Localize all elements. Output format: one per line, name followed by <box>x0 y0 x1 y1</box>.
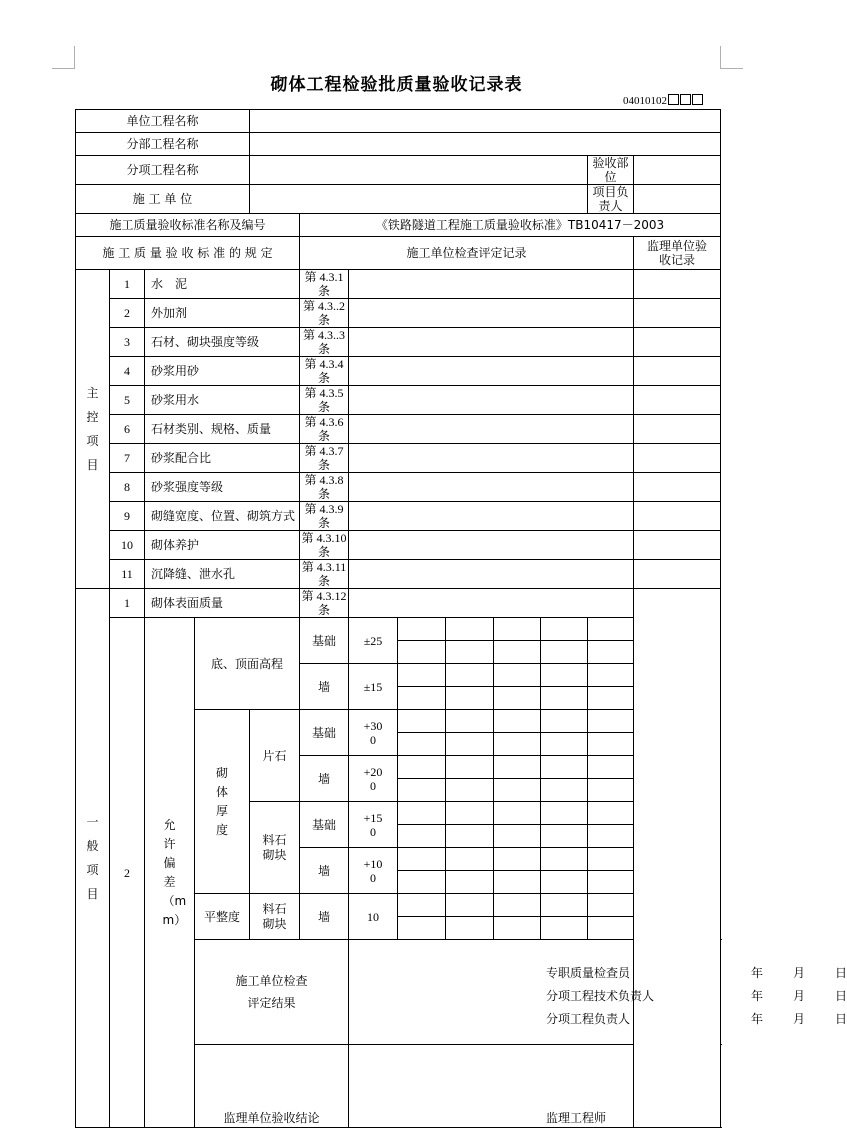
main-item-no: 2 <box>110 299 145 328</box>
year-label: 年 <box>751 966 764 980</box>
main-item-supervision[interactable] <box>634 299 721 328</box>
supervision-signoff-label: 监理单位验收结论 <box>195 1045 349 1128</box>
cell[interactable] <box>588 664 634 687</box>
main-item-no: 3 <box>110 328 145 357</box>
cell[interactable] <box>588 871 634 894</box>
cell[interactable] <box>541 687 588 710</box>
cell[interactable] <box>446 664 494 687</box>
main-item-name: 砌体养护 <box>145 531 300 560</box>
label-standard: 施工质量验收标准名称及编号 <box>76 214 300 237</box>
main-item-record[interactable] <box>349 270 634 299</box>
construction-signoff-label-2: 评定结果 <box>247 996 296 1010</box>
main-item-clause: 第 4.3.5 条 <box>300 386 349 415</box>
field-project-leader[interactable] <box>634 185 721 214</box>
cell[interactable] <box>398 687 446 710</box>
main-item-record[interactable] <box>349 415 634 444</box>
cell[interactable] <box>398 825 446 848</box>
main-item-clause: 第 4.3.11 条 <box>300 560 349 589</box>
main-item-clause: 第 4.3.6 条 <box>300 415 349 444</box>
main-item-supervision[interactable] <box>634 357 721 386</box>
main-row-5 <box>76 386 721 415</box>
block-wall-tol: +10 0 <box>349 848 398 894</box>
main-item-record[interactable] <box>349 328 634 357</box>
main-row-1 <box>76 270 721 299</box>
row-column-headers <box>76 237 721 270</box>
elev-foundation-label: 基础 <box>300 618 349 664</box>
cell[interactable] <box>494 848 541 871</box>
cell[interactable] <box>588 802 634 825</box>
cell[interactable] <box>446 756 494 779</box>
main-item-name: 砂浆用砂 <box>145 357 300 386</box>
cell[interactable] <box>446 871 494 894</box>
cell[interactable] <box>446 733 494 756</box>
main-item-name: 砌缝宽度、位置、砌筑方式 <box>145 502 300 531</box>
row-standard <box>76 214 721 237</box>
main-item-clause: 第 4.3.4 条 <box>300 357 349 386</box>
day-label: 日 <box>835 966 847 980</box>
main-item-clause: 第 4.3..3 条 <box>300 328 349 357</box>
cell[interactable] <box>398 779 446 802</box>
main-row-11 <box>76 560 721 589</box>
cell[interactable] <box>446 917 494 940</box>
main-control-label: 主控项目 <box>76 270 110 589</box>
cell[interactable] <box>494 802 541 825</box>
main-row-7 <box>76 444 721 473</box>
year-label: 年 <box>751 989 764 1003</box>
rubble-label: 片石 <box>250 710 300 802</box>
elev-foundation-row-a <box>76 618 721 641</box>
general-item-name: 砌体表面质量 <box>145 589 300 618</box>
cell[interactable] <box>446 848 494 871</box>
cell[interactable] <box>541 871 588 894</box>
flatness-block-label: 料石砌块 <box>250 894 300 940</box>
cell[interactable] <box>588 733 634 756</box>
cell[interactable] <box>588 687 634 710</box>
cell[interactable] <box>541 825 588 848</box>
block-foundation-tol: +15 0 <box>349 802 398 848</box>
cell[interactable] <box>494 664 541 687</box>
main-item-name: 石材类别、规格、质量 <box>145 415 300 444</box>
month-label: 月 <box>793 989 806 1003</box>
main-item-clause: 第 4.3.7 条 <box>300 444 349 473</box>
year-label: 年 <box>751 1012 764 1026</box>
main-item-no: 4 <box>110 357 145 386</box>
cell[interactable] <box>588 848 634 871</box>
dressed-block-label: 料石砌块 <box>250 802 300 894</box>
main-item-record[interactable] <box>349 473 634 502</box>
month-label: 月 <box>793 966 806 980</box>
rubble-foundation-tol: +30 0 <box>349 710 398 756</box>
cell[interactable] <box>446 802 494 825</box>
main-item-no: 11 <box>110 560 145 589</box>
header-check-record: 施工单位检查评定记录 <box>300 237 634 270</box>
cell[interactable] <box>541 710 588 733</box>
cell[interactable] <box>446 894 494 917</box>
label-construction-unit: 施 工 单 位 <box>76 185 250 214</box>
cell[interactable] <box>446 618 494 641</box>
general-row-1 <box>76 589 721 618</box>
cell[interactable] <box>541 894 588 917</box>
cell[interactable] <box>588 641 634 664</box>
field-division-project[interactable] <box>250 133 721 156</box>
main-item-no: 10 <box>110 531 145 560</box>
document-code <box>623 94 703 107</box>
main-item-supervision[interactable] <box>634 502 721 531</box>
cell[interactable] <box>398 710 446 733</box>
main-item-record[interactable] <box>349 531 634 560</box>
main-row-8 <box>76 473 721 502</box>
cell[interactable] <box>494 687 541 710</box>
main-item-supervision[interactable] <box>634 444 721 473</box>
day-label: 日 <box>835 1012 847 1026</box>
cell[interactable] <box>541 641 588 664</box>
code-box-2 <box>680 94 691 105</box>
general-item-clause: 第 4.3.12 条 <box>301 589 347 617</box>
main-item-record[interactable] <box>349 299 634 328</box>
cell[interactable] <box>446 710 494 733</box>
elev-wall-label: 墙 <box>300 664 349 710</box>
cell[interactable] <box>494 756 541 779</box>
cell[interactable] <box>398 618 446 641</box>
inspection-form-table <box>75 109 847 1128</box>
main-item-clause: 第 4.3.10 条 <box>301 531 347 559</box>
main-item-clause: 第 4.3.9 条 <box>300 502 349 531</box>
label-subitem-project: 分项工程名称 <box>76 156 250 185</box>
main-item-supervision[interactable] <box>634 531 721 560</box>
cell[interactable] <box>494 825 541 848</box>
cell[interactable] <box>541 779 588 802</box>
elev-wall-tol: ±15 <box>349 664 398 710</box>
flatness-wall-label: 墙 <box>300 894 349 940</box>
header-spec: 施 工 质 量 验 收 标 准 的 规 定 <box>76 237 300 270</box>
cell[interactable] <box>541 733 588 756</box>
field-construction-unit[interactable] <box>250 185 588 214</box>
cell[interactable] <box>541 664 588 687</box>
field-unit-project[interactable] <box>250 110 721 133</box>
main-item-no: 1 <box>110 270 145 299</box>
main-item-supervision[interactable] <box>634 386 721 415</box>
main-item-supervision[interactable] <box>634 473 721 502</box>
main-item-record[interactable] <box>349 560 634 589</box>
cell[interactable] <box>494 733 541 756</box>
general-label: 一般项目 <box>76 589 110 1128</box>
cell[interactable] <box>494 917 541 940</box>
cell[interactable] <box>494 618 541 641</box>
main-item-clause: 第 4.3.8 条 <box>300 473 349 502</box>
main-item-no: 9 <box>110 502 145 531</box>
row-subitem-project <box>76 156 721 185</box>
cell[interactable] <box>588 917 634 940</box>
document-code-number: 04010102 <box>623 95 667 107</box>
construction-signoff-area[interactable] <box>349 940 847 1045</box>
code-box-1 <box>668 94 679 105</box>
main-item-name: 石材、砌块强度等级 <box>145 328 300 357</box>
field-subitem-project[interactable] <box>250 156 588 185</box>
main-row-3 <box>76 328 721 357</box>
cell[interactable] <box>588 825 634 848</box>
main-item-name: 沉降缝、泄水孔 <box>145 560 300 589</box>
block-foundation-label: 基础 <box>300 802 349 848</box>
cell[interactable] <box>541 917 588 940</box>
general-item-no: 1 <box>110 589 145 618</box>
rubble-foundation-label: 基础 <box>300 710 349 756</box>
cell[interactable] <box>541 618 588 641</box>
header-supervision: 监理单位验收记录 <box>634 237 721 270</box>
label-inspection-location: 验收部位 <box>588 156 634 185</box>
cell[interactable] <box>446 779 494 802</box>
main-row-2 <box>76 299 721 328</box>
main-item-no: 8 <box>110 473 145 502</box>
cell[interactable] <box>446 641 494 664</box>
cell[interactable] <box>398 733 446 756</box>
supervision-engineer-label: 监理工程师 <box>546 1111 607 1125</box>
code-box-3 <box>692 94 703 105</box>
bottom-top-elev-label: 底、顶面高程 <box>195 618 300 710</box>
main-item-record[interactable] <box>349 444 634 473</box>
main-item-record[interactable] <box>349 502 634 531</box>
cell[interactable] <box>588 756 634 779</box>
cell[interactable] <box>494 641 541 664</box>
main-item-name: 水 泥 <box>145 270 300 299</box>
main-item-name: 砂浆强度等级 <box>145 473 300 502</box>
page-title: 砌体工程检验批质量验收记录表 <box>270 75 523 95</box>
standard-value: 《铁路隧道工程施工质量验收标准》TB10417－2003 <box>300 214 721 237</box>
rubble-wall-label: 墙 <box>300 756 349 802</box>
flatness-label: 平整度 <box>195 894 250 940</box>
corner-mark-tl <box>52 46 75 69</box>
main-item-no: 5 <box>110 386 145 415</box>
main-item-no: 6 <box>110 415 145 444</box>
cell[interactable] <box>446 825 494 848</box>
row-division-project <box>76 133 721 156</box>
label-division-project: 分部工程名称 <box>76 133 250 156</box>
allow-dev-label: 允许偏差（mm） <box>145 618 195 1128</box>
label-project-leader: 项目负责人 <box>588 185 634 214</box>
cell[interactable] <box>398 664 446 687</box>
day-label: 日 <box>835 989 847 1003</box>
main-item-name: 砂浆用水 <box>145 386 300 415</box>
cell[interactable] <box>588 779 634 802</box>
cell[interactable] <box>398 802 446 825</box>
cell[interactable] <box>588 894 634 917</box>
cell[interactable] <box>494 710 541 733</box>
cell[interactable] <box>446 687 494 710</box>
main-row-10 <box>76 531 721 560</box>
corner-mark-tr <box>720 46 743 69</box>
cell[interactable] <box>398 641 446 664</box>
main-item-supervision[interactable] <box>634 560 721 589</box>
label-unit-project: 单位工程名称 <box>76 110 250 133</box>
main-item-name: 外加剂 <box>145 299 300 328</box>
general-item2-no: 2 <box>110 618 145 1128</box>
cell[interactable] <box>398 917 446 940</box>
subitem-leader-label: 分项工程负责人 <box>546 1012 631 1026</box>
main-item-clause: 第 4.3..2 条 <box>300 299 349 328</box>
row-unit-project <box>76 110 721 133</box>
cell[interactable] <box>541 756 588 779</box>
inspector-label: 专职质量检查员 <box>546 966 631 980</box>
field-inspection-location[interactable] <box>634 156 721 185</box>
main-item-no: 7 <box>110 444 145 473</box>
main-item-clause: 第 4.3.1 条 <box>300 270 349 299</box>
main-row-6 <box>76 415 721 444</box>
row-construction-unit <box>76 185 721 214</box>
cell[interactable] <box>588 618 634 641</box>
cell[interactable] <box>398 848 446 871</box>
main-item-supervision[interactable] <box>634 270 721 299</box>
block-wall-label: 墙 <box>300 848 349 894</box>
cell[interactable] <box>541 848 588 871</box>
general-item-record[interactable] <box>349 589 634 618</box>
construction-signoff-label-1: 施工单位检查 <box>235 974 308 988</box>
construction-signoff-label <box>195 940 349 1045</box>
main-item-record[interactable] <box>349 357 634 386</box>
rubble-wall-tol: +20 0 <box>349 756 398 802</box>
supervision-signoff-area[interactable] <box>349 1045 721 1128</box>
elev-foundation-tol: ±25 <box>349 618 398 664</box>
cell[interactable] <box>494 894 541 917</box>
cell[interactable] <box>588 710 634 733</box>
main-item-supervision[interactable] <box>634 415 721 444</box>
masonry-thickness-label: 砌体厚度 <box>195 710 250 894</box>
main-row-4 <box>76 357 721 386</box>
main-row-9 <box>76 502 721 531</box>
cell[interactable] <box>398 871 446 894</box>
main-item-record[interactable] <box>349 386 634 415</box>
cell[interactable] <box>494 871 541 894</box>
flatness-wall-tol: 10 <box>349 894 398 940</box>
cell[interactable] <box>398 756 446 779</box>
cell[interactable] <box>494 779 541 802</box>
cell[interactable] <box>541 802 588 825</box>
main-item-name: 砂浆配合比 <box>145 444 300 473</box>
month-label: 月 <box>793 1012 806 1026</box>
main-item-supervision[interactable] <box>634 328 721 357</box>
tech-leader-label: 分项工程技术负责人 <box>546 989 655 1003</box>
cell[interactable] <box>398 894 446 917</box>
